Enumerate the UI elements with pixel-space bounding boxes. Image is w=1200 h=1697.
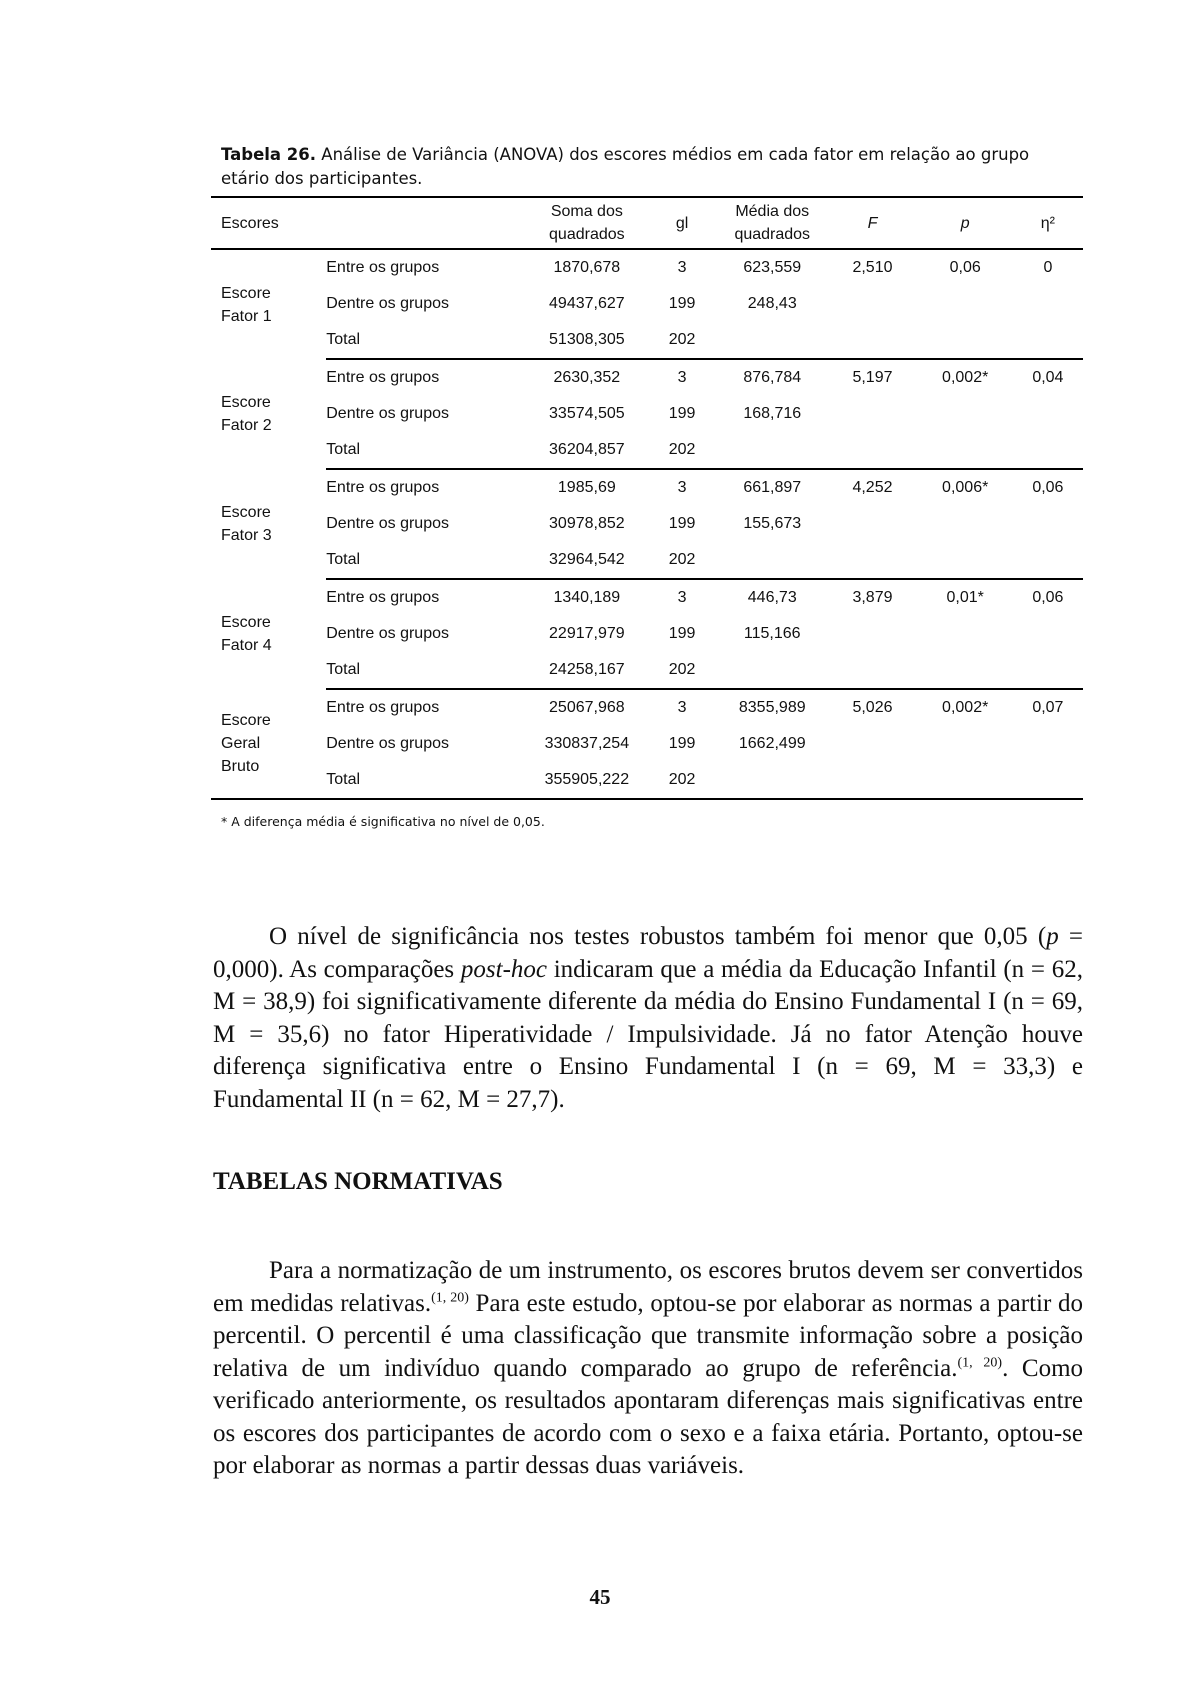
cell-soma: 24258,167 [527,652,647,689]
cell-eta [1013,762,1083,799]
cell-media: 248,43 [747,295,797,312]
cell-f [827,432,917,469]
cell-eta: 0 [1043,259,1053,276]
cell-eta [1013,432,1083,469]
table-row [211,506,1083,542]
table-caption [221,143,1081,191]
cell-source: Total [326,762,526,799]
cell-f [827,506,917,542]
cell-eta [1013,286,1083,322]
cell-f: 5,197 [852,369,893,386]
cell-eta [1013,322,1083,359]
cell-f [827,286,917,322]
cell-f: 3,879 [852,589,893,606]
cell-f: 4,252 [852,479,893,496]
cell-soma: 330837,254 [544,735,630,752]
cell-eta [1013,506,1083,542]
table-note: * A diferença média é significativa no nível de 0,05. [221,814,545,829]
cell-f [827,322,917,359]
cell-eta [1013,616,1083,652]
cell-soma: 36204,857 [527,432,647,469]
cell-source: Total [326,322,526,359]
cell-soma: 32964,542 [527,542,647,579]
cell-f [827,762,917,799]
cell-soma: 25067,968 [549,699,625,716]
cell-soma: 1870,678 [553,259,621,276]
cell-p: 0,06 [949,259,981,276]
cell-eta: 0,06 [1032,479,1064,496]
group-label: Escore Fator 4 [221,614,272,654]
header-media-quadrados: Média dos quadrados [717,197,827,249]
cell-soma: 51308,305 [527,322,647,359]
header-escores: Escores [211,197,326,249]
cell-p: 0,002* [942,699,989,716]
cell-source: Total [326,432,526,469]
cell-f [827,616,917,652]
cell-p [918,322,1013,359]
citation: (1, 20) [957,1355,1003,1371]
table-row [211,249,1083,286]
cell-p [918,286,1013,322]
cell-gl: 202 [647,542,717,579]
caption-label: Tabela 26. [221,145,317,164]
cell-eta [1013,726,1083,762]
group-label: Escore Geral Bruto [221,712,271,775]
cell-gl: 3 [677,699,687,716]
table-row [211,616,1083,652]
cell-soma: 355905,222 [527,762,647,799]
cell-media [717,652,827,689]
table-row [211,542,1083,579]
group-label: Escore Fator 2 [221,394,272,434]
cell-media: 623,559 [743,259,802,276]
cell-p [918,396,1013,432]
caption-text: Análise de Variância (ANOVA) dos escores médios em cada fator em relação ao grupo etário dos participantes. [221,145,1030,188]
cell-p [918,726,1013,762]
cell-gl: 199 [668,515,696,532]
table-row [211,322,1083,359]
cell-media [717,322,827,359]
cell-media: 8355,989 [738,699,806,716]
cell-eta [1013,542,1083,579]
cell-media [717,432,827,469]
cell-gl: 202 [647,762,717,799]
table-row [211,359,1083,396]
cell-source: Entre os grupos [326,699,440,716]
cell-f: 5,026 [852,699,893,716]
paragraph-2: Para a normatização de um instrumento, os escores brutos devem ser convertidos em medidas relativas.$^{(1, 20)}$ Para este estudo, optou-se por elaborar as normas a partir do percentil. O percentil é uma classificação que transmite informação sobre a posição relativa de um indivíduo quando comparado ao grupo de referência.$^{(1, 20)}$. Como verificado anteriormente, os resultados apontaram diferenças mais significativas entre os escores dos participantes de acordo com o sexo e a faixa etária. Portanto, optou-se por elaborar as normas a partir dessas duas variáveis. [213,1257,1084,1479]
header-source [326,197,526,249]
cell-f [827,542,917,579]
table-row [211,396,1083,432]
cell-gl: 3 [677,259,687,276]
cell-media: 168,716 [743,405,802,422]
cell-media: 661,897 [743,479,802,496]
cell-soma: 33574,505 [549,405,625,422]
cell-eta: 0,06 [1032,589,1064,606]
table-row [211,286,1083,322]
cell-f: 2,510 [852,259,893,276]
table-row [211,689,1083,726]
cell-p [918,542,1013,579]
table-row [211,652,1083,689]
cell-soma: 1340,189 [553,589,621,606]
cell-p [918,616,1013,652]
cell-media [717,762,827,799]
group-label: Escore Fator 1 [221,284,272,325]
cell-source: Total [326,542,526,579]
cell-media: 446,73 [747,589,797,606]
header-p: p [918,197,1013,249]
cell-p [918,506,1013,542]
cell-f [827,652,917,689]
section-heading: TABELAS NORMATIVAS [213,1168,503,1195]
citation: (1, 20) [431,1290,469,1306]
cell-p [918,762,1013,799]
cell-source: Entre os grupos [326,259,440,276]
cell-source: Entre os grupos [326,369,440,386]
cell-p: 0,01* [946,589,984,606]
cell-gl: 202 [647,322,717,359]
cell-soma: 22917,979 [549,625,625,642]
table-row [211,469,1083,506]
anova-table [211,196,1083,800]
cell-gl: 3 [677,589,687,606]
header-f: F [827,197,917,249]
cell-source: Dentre os grupos [326,735,449,752]
cell-media [717,542,827,579]
cell-f [827,726,917,762]
cell-source: Entre os grupos [326,589,440,606]
cell-eta: 0,04 [1032,369,1064,386]
cell-media: 155,673 [743,515,802,532]
cell-eta: 0,07 [1032,699,1064,716]
cell-gl: 3 [677,479,687,496]
header-soma-quadrados: Soma dos quadrados [527,197,647,249]
cell-gl: 199 [668,625,696,642]
header-gl: gl [647,197,717,249]
cell-gl: 202 [647,432,717,469]
header-eta: η² [1013,197,1083,249]
cell-gl: 3 [677,369,687,386]
cell-gl: 199 [668,295,696,312]
table-row [211,762,1083,799]
cell-f [827,396,917,432]
cell-source: Dentre os grupos [326,515,449,532]
table-row [211,579,1083,616]
table-row [211,726,1083,762]
cell-p: 0,002* [942,369,989,386]
cell-media: 1662,499 [738,735,806,752]
cell-source: Entre os grupos [326,479,440,496]
page-number: 45 [589,1585,611,1609]
cell-media: 876,784 [743,369,802,386]
cell-soma: 49437,627 [549,295,625,312]
cell-p: 0,006* [942,479,989,496]
cell-eta [1013,652,1083,689]
cell-p [918,652,1013,689]
cell-media: 115,166 [743,625,801,642]
cell-soma: 2630,352 [553,369,621,386]
cell-source: Dentre os grupos [326,405,449,422]
table-row [211,432,1083,469]
cell-source: Dentre os grupos [326,625,449,642]
cell-gl: 199 [668,735,696,752]
cell-gl: 199 [668,405,696,422]
cell-soma: 1985,69 [557,479,616,496]
cell-source: Total [326,652,526,689]
cell-gl: 202 [647,652,717,689]
group-label: Escore Fator 3 [221,504,272,544]
cell-eta [1013,396,1083,432]
table-header-row [211,197,1083,249]
table-body [211,249,1083,799]
paragraph-1: O nível de significância nos testes robustos também foi menor que 0,05 (p = 0,000). As comparações post-hoc indicaram que a média da Educação Infantil (n = 62, M = 38,9) foi significativamente diferente da média do Ensino Fundamental I (n = 69, M = 35,6) no fator Hiperatividade / Impulsividade. Já no fator Atenção houve diferença significativa entre o Ensino Fundamental I (n = 69, M = 33,3) e Fundamental II (n = 62, M = 27,7). [213,923,1083,1113]
cell-soma: 30978,852 [549,515,625,532]
cell-source: Dentre os grupos [326,295,449,312]
cell-p [918,432,1013,469]
